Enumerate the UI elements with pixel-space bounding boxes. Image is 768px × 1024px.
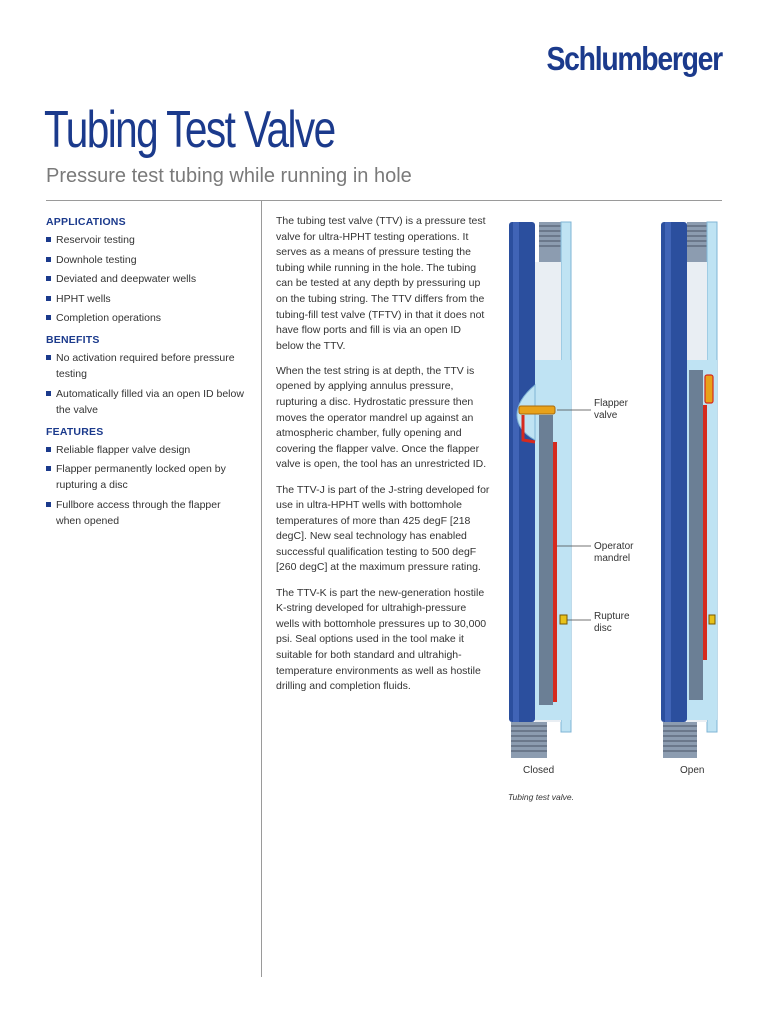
list-item: No activation required before pressure testing [46, 350, 246, 382]
valve-cutaway-figure [495, 210, 745, 810]
applications-list [46, 232, 246, 326]
list-item: Fullbore access through the flapper when opened [46, 497, 246, 529]
closed-valve-drawing [509, 222, 571, 758]
list-item: Downhole testing [46, 252, 246, 268]
list-item: Reliable flapper valve design [46, 442, 246, 458]
features-list [46, 442, 246, 529]
left-column [46, 214, 246, 535]
flapper-valve-callout: Flapper valve [594, 398, 628, 421]
column-divider [261, 201, 262, 977]
page-title: Tubing Test Valve [44, 101, 335, 159]
closed-label: Closed [523, 765, 555, 776]
page-subtitle: Pressure test tubing while running in hole [46, 165, 412, 187]
body-paragraph: The TTV-J is part of the J-string developed for use in ultra-HPHT wells with bottomhole temperatures of more than 425 degF [218 degC]. New seal technology has enabled successful qualification testing to 500 degF [260 degC] at the maximum pressure rating. [276, 483, 490, 574]
body-paragraph: When the test string is at depth, the TTV is opened by applying annulus pressure, rupturing a disc. Hydrostatic pressure then moves the operator mandrel up against an atmospheric chamber, fully opening and covering the flapper valve. Once the flapper valve is open, the tool has an unrestricted ID. [276, 364, 487, 471]
list-item: Flapper permanently locked open by rupturing a disc [46, 461, 246, 493]
operator-mandrel-callout: Operator mandrel [594, 541, 634, 564]
open-label: Open [680, 765, 705, 776]
brand-logo: Schlumberger [546, 40, 722, 77]
open-valve-drawing [661, 222, 717, 758]
body-paragraph: The tubing test valve (TTV) is a pressure test valve for ultra-HPHT testing operations. It serves as a means of pressure testing the tubing while running in the hole. The tubing can be tested at any depth by pressuring up on the tubing string. The TTV differs from the tubing-fill test valve (TFTV) in that it does not have flow ports and fill is via an open ID below the TTV. [276, 215, 486, 352]
figure-caption: Tubing test valve. [508, 792, 574, 802]
list-item: Reservoir testing [46, 232, 246, 248]
features-heading: FEATURES [46, 425, 104, 438]
list-item: Deviated and deepwater wells [46, 271, 246, 287]
header-divider [46, 200, 722, 201]
benefits-list [46, 350, 246, 418]
list-item: HPHT wells [46, 291, 246, 307]
rupture-disc-callout: Rupture disc [594, 611, 630, 634]
benefits-heading: BENEFITS [46, 334, 100, 346]
list-item: Completion operations [46, 310, 246, 326]
applications-heading: APPLICATIONS [46, 216, 126, 228]
list-item: Automatically filled via an open ID below the valve [46, 386, 246, 418]
body-column [276, 214, 491, 704]
body-paragraph: The TTV-K is part the new-generation hostile K-string developed for ultrahigh-pressure wells with bottomhole pressures up to 30,000 psi. Seal options used in the tool make it suitable for both standard and ultrahigh-temperature environments as well as hostile drilling and completion fluids. [276, 586, 487, 693]
